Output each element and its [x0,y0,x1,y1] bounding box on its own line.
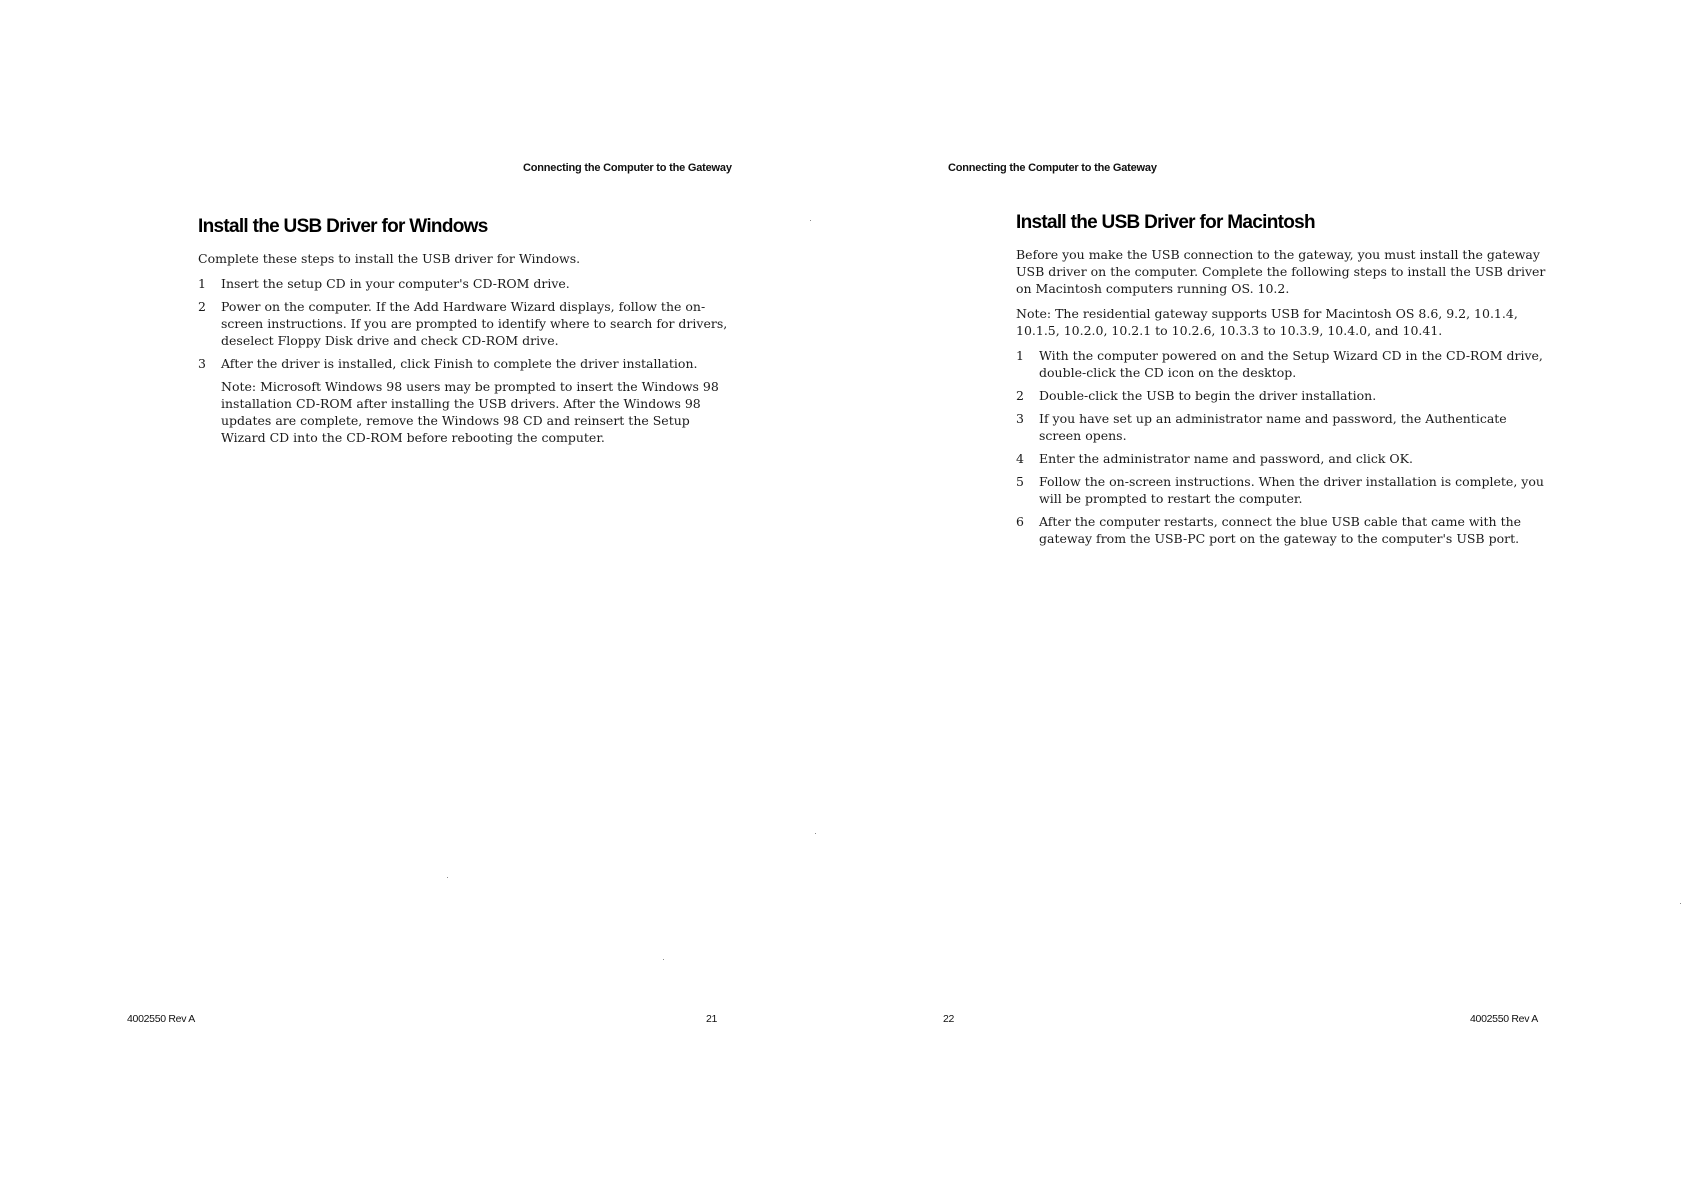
right-step-5 [1016,473,1546,507]
left-page-section [198,216,728,446]
scan-speck [815,833,816,834]
right-page-section [1016,212,1546,553]
right-step-1 [1016,347,1546,381]
left-page-number: 21 [706,1013,718,1025]
step-text: Follow the on-screen instructions. When the driver installation is complete, you will be prompted to restart the computer. [1039,474,1544,506]
right-footer-doc-number: 4002550 Rev A [1470,1013,1538,1025]
left-running-header: Connecting the Computer to the Gateway [523,162,732,174]
right-running-header: Connecting the Computer to the Gateway [948,162,1157,174]
step-number: 6 [1016,514,1024,529]
step-number: 5 [1016,474,1024,489]
step-number: 2 [198,299,206,314]
right-page-heading: Install the USB Driver for Macintosh [1016,212,1315,233]
step-number: 2 [1016,388,1024,403]
step-number: 4 [1016,451,1024,466]
right-step-2 [1016,387,1546,404]
scan-speck [447,877,448,878]
right-step-4 [1016,450,1546,467]
right-page-number: 22 [943,1013,955,1025]
left-step-1 [198,275,728,292]
note-label: Note: [1016,306,1052,321]
step-text: After the computer restarts, connect the blue USB cable that came with the gateway from the USB-PC port on the gateway to the computer's USB port. [1039,514,1522,546]
step-text: Power on the computer. If the Add Hardware Wizard displays, follow the on-screen instructions. If you are prompted to identify where to search for drivers, deselect Floppy Disk drive and check CD-ROM drive. [221,299,728,348]
step-text: Double-click the USB to begin the driver installation. [1039,388,1377,403]
step-number: 1 [198,276,206,291]
step-text: With the computer powered on and the Setup Wizard CD in the CD-ROM drive, double-click the CD icon on the desktop. [1039,348,1543,380]
note-text: Microsoft Windows 98 users may be prompted to insert the Windows 98 installation CD-ROM after installing the USB drivers. After the Windows 98 updates are complete, remove the Windows 98 CD and reinsert the Setup Wizard CD into the CD-ROM before rebooting the computer. [221,379,719,445]
scan-speck [1680,903,1681,904]
left-step-3 [198,355,728,372]
step-text: If you have set up an administrator name and password, the Authenticate screen opens. [1039,411,1507,443]
left-footer-doc-number: 4002550 Rev A [127,1013,195,1025]
scan-speck [810,220,811,221]
right-steps-list [1016,347,1546,547]
right-page-note [1016,305,1546,339]
left-step-2 [198,298,728,349]
step-text: After the driver is installed, click Finish to complete the driver installation. [221,356,698,371]
left-page-intro: Complete these steps to install the USB driver for Windows. [198,251,581,266]
step-number: 1 [1016,348,1024,363]
note-label: Note: [221,379,257,394]
note-text: The residential gateway supports USB for Macintosh OS 8.6, 9.2, 10.1.4, 10.1.5, 10.2.0, 10.2.1 to 10.2.6, 10.3.3 to 10.3.9, 10.4.0, and 10.41. [1016,306,1518,338]
right-step-3 [1016,410,1546,444]
left-page-heading: Install the USB Driver for Windows [198,216,488,237]
step-number: 3 [1016,411,1024,426]
step-text: Enter the administrator name and password, and click OK. [1039,451,1413,466]
scan-speck [663,959,664,960]
step-number: 3 [198,356,206,371]
step-text: Insert the setup CD in your computer's CD-ROM drive. [221,276,570,291]
left-steps-list [198,275,728,372]
right-step-6 [1016,513,1546,547]
left-step-note [198,378,728,446]
right-page-intro: Before you make the USB connection to the gateway, you must install the gateway USB driver on the computer. Complete the following steps to install the USB driver on Macintosh computers running OS. 10.2. [1016,247,1546,296]
